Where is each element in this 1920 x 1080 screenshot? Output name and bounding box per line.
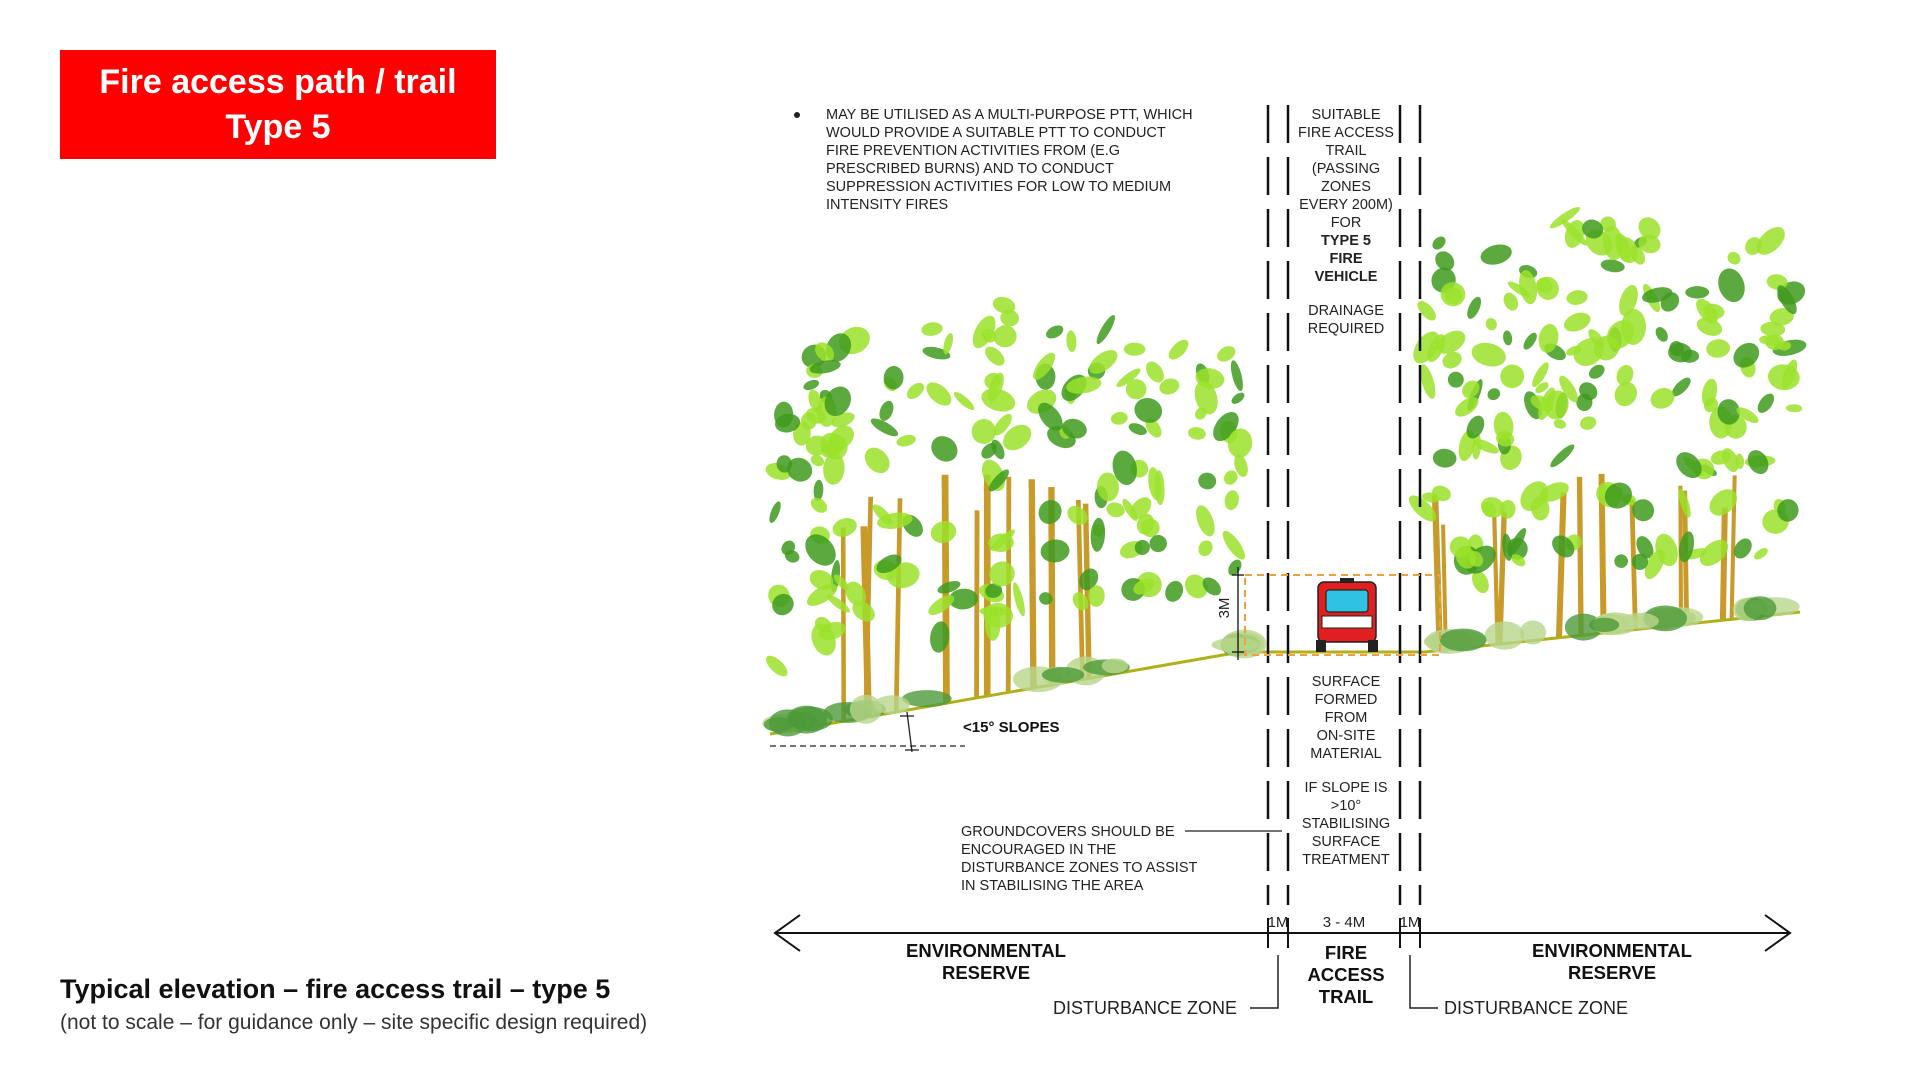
leaf xyxy=(1685,286,1709,299)
leaf xyxy=(1647,385,1677,413)
leaf xyxy=(1127,421,1148,437)
leaf xyxy=(1752,546,1770,562)
leaf xyxy=(1149,535,1167,553)
leaf xyxy=(1094,313,1118,346)
tree-trunk xyxy=(1086,504,1089,679)
leaf xyxy=(1565,289,1589,307)
leaf xyxy=(1561,309,1593,335)
leaf xyxy=(895,433,917,448)
leaf xyxy=(1228,359,1245,392)
shrub xyxy=(1042,667,1084,683)
leaf xyxy=(767,500,783,524)
shrub xyxy=(1744,596,1777,620)
surface-note-line: FROM xyxy=(1324,710,1368,726)
disturbance-left-label: DISTURBANCE ZONE xyxy=(1053,998,1238,1018)
leaf xyxy=(1090,517,1107,552)
leaf xyxy=(1553,418,1568,431)
shrub xyxy=(1102,658,1128,673)
bullet-line: PRESCRIBED BURNS) AND TO CONDUCT xyxy=(826,161,1114,177)
shrub xyxy=(1589,618,1619,632)
leaf xyxy=(1010,581,1027,617)
leaf xyxy=(1600,258,1626,274)
title-line-2: Type 5 xyxy=(225,107,331,146)
leaf xyxy=(1223,489,1240,511)
leaf xyxy=(1548,442,1577,470)
leaf xyxy=(1501,290,1521,313)
leaf xyxy=(904,380,927,402)
leaf xyxy=(1714,265,1749,306)
shrub xyxy=(1440,628,1487,651)
groundcover-line: ENCOURAGED IN THE xyxy=(961,842,1117,858)
tree-trunk xyxy=(977,510,978,698)
leaf xyxy=(1469,339,1509,370)
trail-note-line: (PASSING xyxy=(1311,161,1381,177)
ground-line xyxy=(770,612,1800,734)
tree-trunk xyxy=(1008,477,1009,693)
env-right-label: RESERVE xyxy=(1567,962,1657,983)
leaf xyxy=(1196,538,1216,559)
leaf xyxy=(1044,323,1066,342)
bullet-line: FIRE PREVENTION ACTIVITIES FROM (E.G xyxy=(826,143,1121,159)
slopes-label: <15° SLOPES xyxy=(963,719,1060,736)
leaf xyxy=(1066,330,1077,352)
caption xyxy=(60,974,647,1035)
leaf xyxy=(1034,496,1066,528)
leaf xyxy=(1430,234,1448,252)
surface-note-line: ON-SITE xyxy=(1316,728,1376,744)
leaf xyxy=(813,480,824,502)
leaf xyxy=(1165,336,1191,363)
tree-trunk xyxy=(1078,500,1082,680)
leaf xyxy=(860,443,895,478)
slope-note-line: >10° xyxy=(1330,798,1362,814)
leaf xyxy=(1725,249,1743,267)
leaf xyxy=(1485,386,1502,402)
drainage-note-line: DRAINAGE xyxy=(1308,303,1384,319)
drainage-note-line: REQUIRED xyxy=(1307,321,1385,337)
surface-note-line: MATERIAL xyxy=(1310,746,1382,762)
bullet-line: SUPPRESSION ACTIVITIES FOR LOW TO MEDIUM xyxy=(826,179,1172,195)
leaf xyxy=(1432,448,1457,468)
shrub xyxy=(1212,638,1260,652)
shrub xyxy=(1485,621,1525,649)
trail-note-line: SUITABLE xyxy=(1311,107,1381,123)
trail-note-line: TRAIL xyxy=(1325,143,1367,159)
bullet-note xyxy=(826,107,1193,213)
leaf xyxy=(1414,298,1439,324)
leaf xyxy=(1754,391,1777,416)
caption-main: Typical elevation – fire access trail – type 5 xyxy=(60,974,611,1004)
tree-trunk xyxy=(1580,477,1582,636)
surface-note-line: FORMED xyxy=(1314,692,1378,708)
leaf xyxy=(979,385,1019,416)
slope-note-line: STABILISING xyxy=(1301,816,1391,832)
trail-note-line: FOR xyxy=(1330,215,1362,231)
leaf xyxy=(1162,578,1186,605)
tree-trunk xyxy=(896,498,900,712)
groundcover-line: GROUNDCOVERS SHOULD BE xyxy=(961,824,1175,840)
leaf xyxy=(1484,316,1499,331)
leaf xyxy=(763,652,791,680)
leaf xyxy=(1192,503,1218,539)
bullet-dot xyxy=(794,112,800,118)
caption-sub: (not to scale – for guidance only – site specific design required) xyxy=(60,1011,648,1034)
leaf xyxy=(1533,273,1563,304)
bullet-line: WOULD PROVIDE A SUITABLE PTT TO CONDUCT xyxy=(826,125,1166,141)
bullet-line: MAY BE UTILISED AS A MULTI-PURPOSE PTT, WHICH xyxy=(826,107,1193,123)
leaf xyxy=(1496,360,1528,392)
leaf xyxy=(1219,528,1249,563)
leaf xyxy=(1653,325,1670,344)
groundcover-shrubs xyxy=(762,596,1799,736)
leaf xyxy=(1464,295,1484,321)
slope-note-line: TREATMENT xyxy=(1302,852,1390,868)
disturbance-right-label: DISTURBANCE ZONE xyxy=(1444,998,1629,1018)
shrub xyxy=(787,707,833,732)
leaf xyxy=(877,399,896,423)
leaf xyxy=(922,378,955,410)
tree-trunk xyxy=(1723,508,1725,621)
leaf xyxy=(1614,554,1628,568)
groundcover-line: IN STABILISING THE AREA xyxy=(961,878,1144,894)
slope-note-line: SURFACE xyxy=(1311,834,1381,850)
leaf xyxy=(1705,338,1731,359)
trail-note-line: ZONES xyxy=(1321,179,1371,195)
shrub xyxy=(850,695,882,724)
tree-trunk xyxy=(1032,479,1034,688)
trail-note-bold: VEHICLE xyxy=(1314,269,1378,285)
leaf xyxy=(1229,390,1246,406)
env-left-label: RESERVE xyxy=(941,962,1031,983)
leaf xyxy=(992,324,1017,348)
fire-truck-icon xyxy=(1316,578,1378,652)
trail-note-bold: TYPE 5 xyxy=(1321,233,1371,249)
groundcover-note xyxy=(961,824,1197,894)
tree-trunk xyxy=(1559,492,1564,637)
env-left-label: ENVIRONMENTAL xyxy=(906,940,1066,961)
leaf xyxy=(1040,538,1071,564)
shrub xyxy=(1621,613,1659,629)
trail-note-line: EVERY 200M) xyxy=(1299,197,1393,213)
surface-note-line: SURFACE xyxy=(1311,674,1381,690)
leaf xyxy=(1197,471,1218,491)
title-line-1: Fire access path / trail xyxy=(99,62,457,101)
trail-label: ACCESS xyxy=(1307,964,1385,985)
bullet-line: INTENSITY FIRES xyxy=(826,197,949,213)
leaf xyxy=(928,518,959,546)
height-label: 3M xyxy=(1216,597,1233,619)
trail-note-bold: FIRE xyxy=(1329,251,1363,267)
leaf xyxy=(830,515,859,540)
dim-left-label: 1M xyxy=(1267,914,1289,931)
trail-label: TRAIL xyxy=(1318,986,1374,1007)
trail-note-line: FIRE ACCESS xyxy=(1298,125,1394,141)
leaf xyxy=(1187,426,1207,441)
leaf xyxy=(1502,330,1513,346)
leaf xyxy=(1521,331,1540,352)
trail-note xyxy=(1298,107,1394,337)
dim-right-label: 1M xyxy=(1399,914,1421,931)
leaf xyxy=(1478,241,1514,268)
slope-note-line: IF SLOPE IS xyxy=(1304,780,1388,796)
env-right-label: ENVIRONMENTAL xyxy=(1532,940,1692,961)
leaf xyxy=(926,431,963,467)
surface-note xyxy=(1302,674,1390,868)
leaf xyxy=(1110,411,1129,427)
leaf xyxy=(1578,414,1597,431)
leaf xyxy=(952,389,977,412)
dim-center-label: 3 - 4M xyxy=(1322,914,1366,931)
groundcover-line: DISTURBANCE ZONES TO ASSIST xyxy=(961,860,1198,876)
leaf xyxy=(1786,404,1803,413)
leaf xyxy=(1124,343,1146,356)
leaf xyxy=(921,321,944,337)
trail-label: FIRE xyxy=(1324,942,1368,963)
